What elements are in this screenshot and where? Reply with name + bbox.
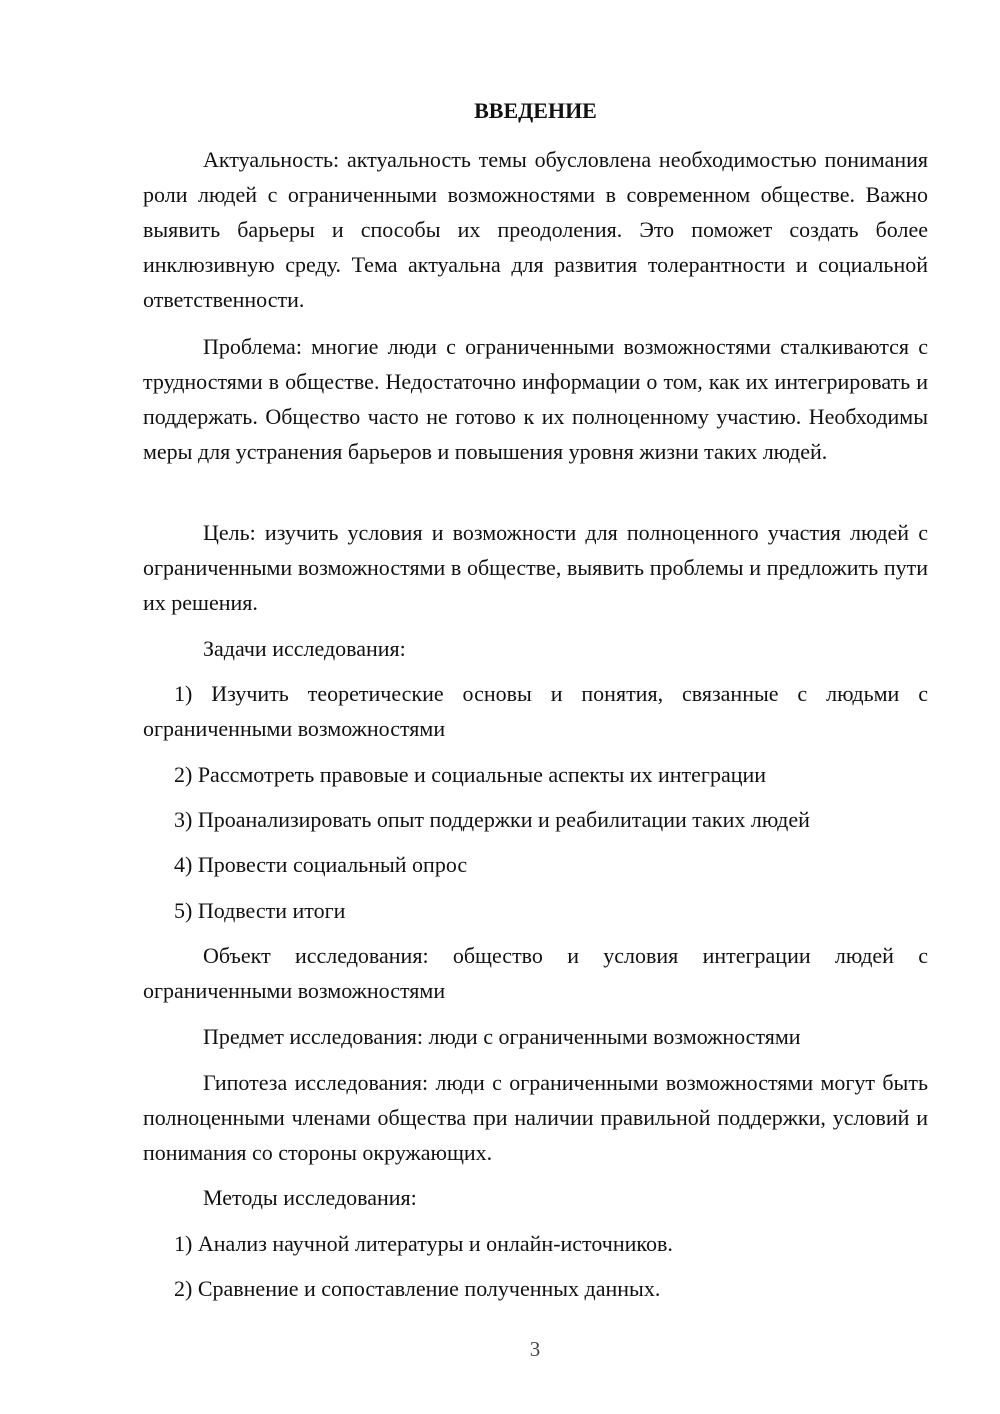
task-item-4: 4) Провести социальный опрос xyxy=(174,852,468,877)
task-item-2: 2) Рассмотреть правовые и социальные аспекты их интеграции xyxy=(174,762,767,787)
subject-paragraph: Предмет исследования: люди с ограниченными возможностями xyxy=(203,1024,801,1049)
method-item-2: 2) Сравнение и сопоставление полученных данных. xyxy=(174,1276,661,1301)
methods-heading: Методы исследования: xyxy=(203,1185,417,1210)
page-number: 3 xyxy=(529,1337,541,1361)
hypothesis-paragraph: Гипотеза исследования: люди с ограниченными возможностями могут быть полноценными членами общества при наличии правильной поддержки, условий и понимания со стороны окружающих. xyxy=(143,1070,928,1165)
tasks-heading: Задачи исследования: xyxy=(203,636,406,661)
relevance-paragraph: Актуальность: актуальность темы обусловлена необходимостью понимания роли людей с ограниченными возможностями в современном обществе. Важно выявить барьеры и способы их преодоления. Это поможет создать более инклюзивную среду. Тема актуальна для развития толерантности и социальной ответственности. xyxy=(143,147,928,312)
problem-paragraph: Проблема: многие люди с ограниченными возможностями сталкиваются с трудностями в обществе. Недостаточно информации о том, как их интегрировать и поддержать. Общество часто не готово к их полноценному участию. Необходимы меры для устранения барьеров и повышения уровня жизни таких людей. xyxy=(143,334,928,464)
object-paragraph: Объект исследования: общество и условия интеграции людей с ограниченными возможностями xyxy=(143,943,928,1003)
goal-paragraph: Цель: изучить условия и возможности для полноценного участия людей с ограниченными возможностями в обществе, выявить проблемы и предложить пути их решения. xyxy=(143,520,928,615)
task-item-3: 3) Проанализировать опыт поддержки и реабилитации таких людей xyxy=(174,807,810,832)
task-item-5: 5) Подвести итоги xyxy=(174,898,346,923)
page-title: ВВЕДЕНИЕ xyxy=(474,98,597,123)
task-item-1: 1) Изучить теоретические основы и понятия, связанные с людьми с ограниченными возможностями xyxy=(143,681,928,741)
method-item-1: 1) Анализ научной литературы и онлайн-источников. xyxy=(174,1231,673,1256)
